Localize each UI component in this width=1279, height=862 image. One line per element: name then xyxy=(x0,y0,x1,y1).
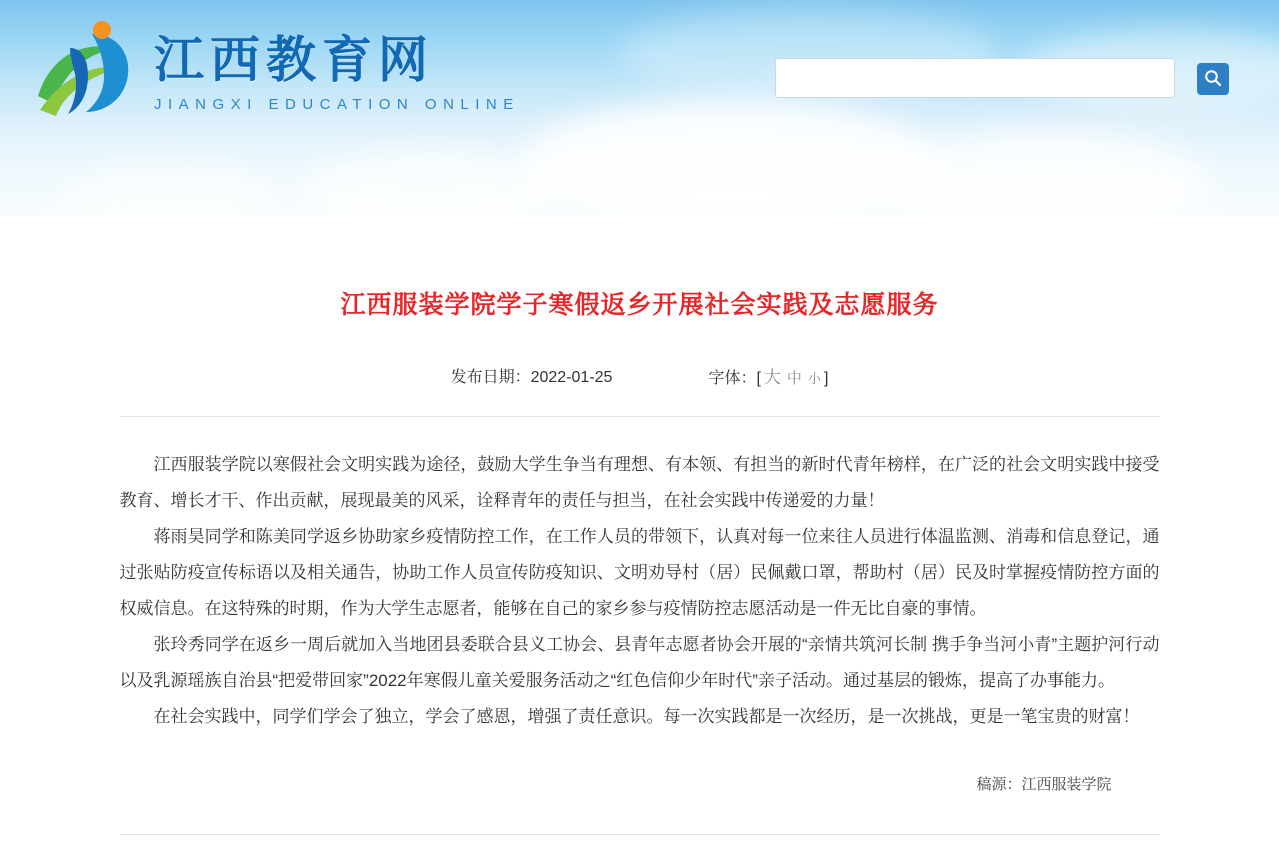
search-input[interactable] xyxy=(776,59,1174,97)
font-size-large-button[interactable]: 大 xyxy=(763,368,781,387)
page-body xyxy=(0,216,1279,835)
search-button[interactable] xyxy=(1197,63,1229,95)
bracket-right: ] xyxy=(823,370,829,387)
font-size-medium-button[interactable]: 中 xyxy=(786,370,802,387)
search-icon xyxy=(1204,69,1222,90)
logo-title-en: JIANGXI EDUCATION ONLINE xyxy=(154,95,520,113)
article xyxy=(120,216,1160,835)
article-source xyxy=(120,773,1160,794)
font-size-switcher xyxy=(708,363,828,388)
site-banner xyxy=(0,0,1279,216)
page-title: 江西服装学院学子寒假返乡开展社会实践及志愿服务 xyxy=(340,291,939,319)
article-paragraph: 在社会实践中，同学们学会了独立，学会了感恩，增强了责任意识。每一次实践都是一次经历，是一次挑战，更是一笔宝贵的财富！ xyxy=(153,707,1140,726)
font-size-small-button[interactable]: 小 xyxy=(807,371,821,386)
logo-title-cn: 江西教育网 xyxy=(154,32,434,88)
article-paragraph: 蒋雨昊同学和陈美同学返乡协助家乡疫情防控工作，在工作人员的带领下，认真对每一位来往人员进行体温监测、消毒和信息登记，通过张贴防疫宣传标语以及相关通告，协助工作人员宣传防疫知识、文明劝导村（居）民佩戴口罩，帮助村（居）民及时掌握疫情防控方面的权威信息。在这特殊的时期，作为大学生志愿者，能够在自己的家乡参与疫情防控志愿活动是一件无比自豪的事情。 xyxy=(119,527,1160,618)
publish-date-value: 2022-01-25 xyxy=(530,369,613,386)
source-value: 江西服装学院 xyxy=(1021,776,1112,793)
font-size-label: 字体： xyxy=(708,370,757,387)
bracket-left: [ xyxy=(756,370,761,387)
article-paragraph: 张玲秀同学在返乡一周后就加入当地团县委联合县义工协会、县青年志愿者协会开展的“亲情共筑河长制 携手争当河小青”主题护河行动以及乳源瑶族自治县“把爱带回家”2022年寒假儿童关爱服务活动之“红色信仰少年时代”亲子活动。通过基层的锻炼，提高了办事能力。 xyxy=(119,635,1160,690)
cloud-decoration xyxy=(520,100,940,216)
article-body xyxy=(120,447,1160,735)
article-paragraph: 江西服装学院以寒假社会文明实践为途径，鼓励大学生争当有理想、有本领、有担当的新时代青年榜样，在广泛的社会文明实践中接受教育、增长才干、作出贡献，展现最美的风采，诠释青年的责任与担当，在社会实践中传递爱的力量！ xyxy=(119,455,1160,510)
source-label: 稿源： xyxy=(976,776,1022,793)
search-box[interactable] xyxy=(775,58,1175,98)
meta-divider xyxy=(120,416,1160,417)
article-meta xyxy=(120,363,1160,388)
publish-date-label: 发布日期： xyxy=(450,369,531,386)
publish-date xyxy=(451,364,613,387)
cloud-decoration xyxy=(880,130,1210,216)
logo-mark-icon xyxy=(30,18,140,126)
cloud-decoration xyxy=(60,165,280,216)
article-bottom-divider xyxy=(120,834,1160,835)
site-logo[interactable] xyxy=(30,18,520,126)
